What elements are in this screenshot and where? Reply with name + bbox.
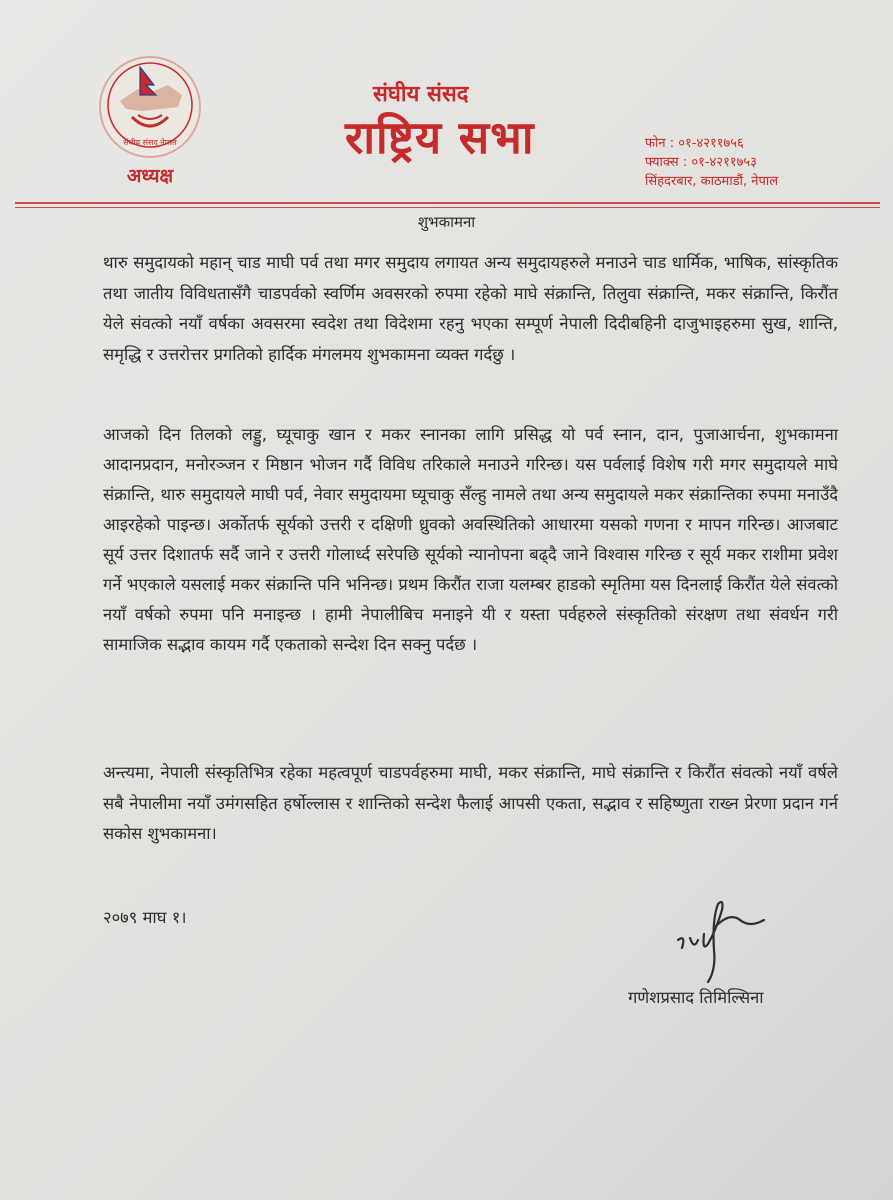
- svg-text:संघीय संसद नेपाल: संघीय संसद नेपाल: [123, 138, 177, 147]
- contact-info: [645, 134, 778, 191]
- handwritten-signature: [660, 890, 780, 985]
- paragraph-2: आजको दिन तिलको लड्डु, घ्यूचाकु खान र मकर स्नानका लागि प्रसिद्ध यो पर्व स्नान, दान, पुजाआर्चना, शुभकामना आदानप्रदान, मनोरञ्जन र मिष्ठान भोजन गर्दै विविध तरिकाले मनाउने गरिन्छ। यस पर्वलाई विशेष गरी मगर समुदायले माघे संक्रान्ति, थारु समुदायले माघी पर्व, नेवार समुदायमा घ्यूचाकु सँल्हु नामले तथा अन्य समुदायले मकर संक्रान्तिका रुपमा मनाउँदै आइरहेको पाइन्छ। अर्कोतर्फ सूर्यको उत्तरी र दक्षिणी ध्रुवको अवस्थितिको आधारमा यसको गणना र मापन गरिन्छ। आजबाट सूर्य उत्तर दिशातर्फ सर्दै जाने र उत्तरी गोलार्ध्द सरेपछि सूर्यको न्यानोपना बढ्दै जाने विश्वास गरिन्छ र सूर्य मकर राशीमा प्रवेश गर्ने भएकाले यसलाई मकर संक्रान्ति पनि भनिन्छ। प्रथम किरौंत राजा यलम्बर हाडको स्मृतिमा यस दिनलाई किरौंत येले संवत्को नयाँ वर्षको रुपमा पनि मनाइन्छ । हामी नेपालीबिच मनाइने यी र यस्ता पर्वहरुले संस्कृतिको संरक्षण तथा संवर्धन गरी सामाजिक सद्भाव कायम गर्दै एकताको सन्देश दिन सक्नु पर्दछ ।: [103, 425, 838, 654]
- letter-heading: शुभकामना: [417, 213, 476, 231]
- address: सिंहदरबार, काठमाडौं, नेपाल: [645, 174, 779, 189]
- paragraph-1: थारु समुदायको महान् चाड माघी पर्व तथा मगर समुदाय लगायत अन्य समुदायहरुले मनाउने चाड धार्मिक, भाषिक, सांस्कृतिक तथा जातीय विविधतासँगै चाडपर्वको स्वर्णिम अवसरको रुपमा रहेको माघे संक्रान्ति, तिलुवा संक्रान्ति, मकर संक्रान्ति, किरौंत येले संवत्को नयाँ वर्षका अवसरमा स्वदेश तथा विदेशमा रहनु भएका सम्पूर्ण नेपाली दिदीबहिनी दाजुभाइहरुमा सुख, शान्ति, समृद्धि र उत्तरोत्तर प्रगतिको हार्दिक मंगलमय शुभकामना व्यक्त गर्दछु ।: [103, 253, 838, 364]
- org-subtitle: संघीय संसद: [373, 82, 469, 107]
- signer-name: गणेशप्रसाद तिमिल्सिना: [628, 988, 764, 1007]
- paragraph-3: अन्त्यमा, नेपाली संस्कृतिभित्र रहेका महत्वपूर्ण चाडपर्वहरुमा माघी, मकर संक्रान्ति, माघे संक्रान्ति र किरौंत संवत्को नयाँ वर्षले सबै नेपालीमा नयाँ उमंगसहित हर्षोल्लास र शान्तिको सन्देश फैलाई आपसी एकता, सद्भाव र सहिष्णुता राख्न प्रेरणा प्रदान गर्न सकोस शुभकामना।: [103, 763, 838, 843]
- seal-caption: अध्यक्ष: [126, 165, 174, 187]
- phone-number: फोन : ०१-४२११७५६: [645, 136, 744, 151]
- fax-number: फ्याक्स : ०१-४२११७५३: [645, 155, 757, 170]
- header-rule: [15, 202, 880, 204]
- parliament-seal-logo: [98, 55, 202, 159]
- header-rule-thin: [15, 207, 880, 208]
- org-title: राष्ट्रिय सभा: [345, 111, 535, 164]
- letter-date: २०७९ माघ १।: [103, 908, 187, 927]
